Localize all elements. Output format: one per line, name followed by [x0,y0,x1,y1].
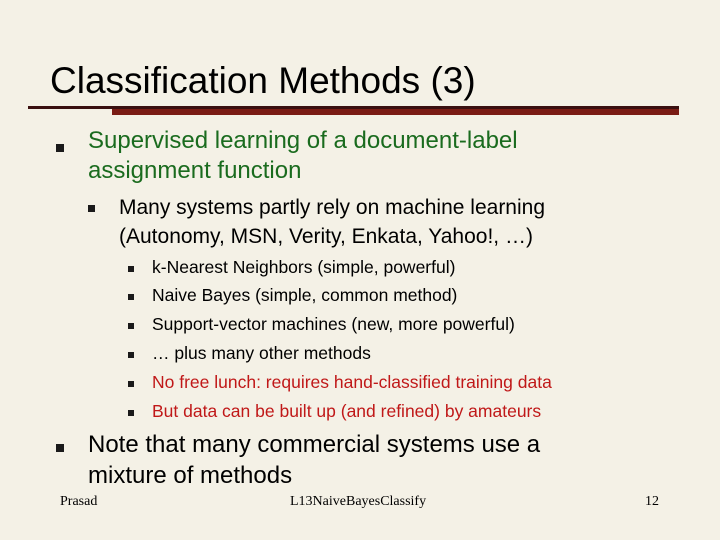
bullet-note-line1: Note that many commercial systems use a [88,431,541,458]
bullet-square-icon [56,444,64,452]
title-rule [28,106,679,115]
list-item-naive-bayes: Naive Bayes (simple, common method) [152,285,458,305]
bullet-many-systems-line1: Many systems partly rely on machine learning [119,196,546,219]
slide-title: Classification Methods (3) [50,60,476,101]
bullet-note-line2: mixture of methods [88,462,293,489]
list-item-no-free-lunch: No free lunch: requires hand-classified training data [152,372,552,392]
bullet-square-icon [56,144,64,152]
bullet-many-systems-line2: (Autonomy, MSN, Verity, Enkata, Yahoo!, …) [119,225,533,248]
footer-page-number: 12 [645,494,659,509]
bullet-square-icon [128,410,134,416]
bullet-square-icon [128,294,134,300]
list-item-other-methods: … plus many other methods [152,343,371,363]
bullet-square-icon [128,266,134,272]
bullet-square-icon [128,323,134,329]
list-item-svm: Support-vector machines (new, more powerful) [152,314,515,334]
list-item-amateurs: But data can be built up (and refined) by amateurs [152,401,542,421]
bullet-supervised-line1: Supervised learning of a document-label [88,127,518,154]
bullet-supervised-line2: assignment function [88,157,302,184]
bullet-square-icon [88,205,95,212]
bullet-square-icon [128,352,134,358]
footer-filename: L13NaiveBayesClassify [290,494,427,509]
list-item-knn: k-Nearest Neighbors (simple, powerful) [152,257,456,277]
footer-author: Prasad [60,494,98,509]
bullet-square-icon [128,381,134,387]
